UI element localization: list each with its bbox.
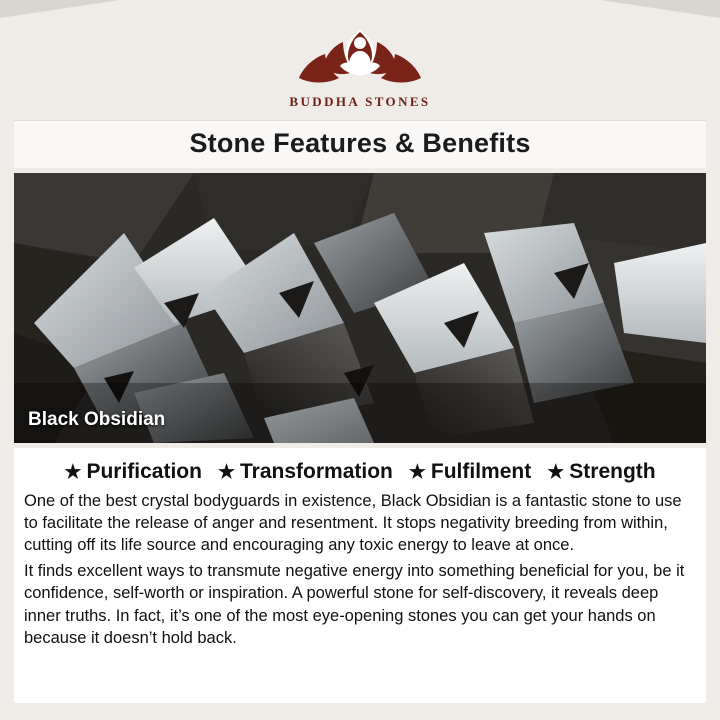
brand-name: BUDDHA STONES — [289, 94, 431, 109]
keyword-list — [24, 460, 696, 484]
benefits-panel — [14, 448, 706, 703]
page-title-bar — [14, 120, 706, 168]
description-paragraph-2: It finds excellent ways to transmute negative energy into something beneficial for you, be it confidence, self-worth or inspiration. A powerful stone for self-discovery, it reveals deep inner truths. In fact, it’s one of the most eye-opening stones you can get your hands on because it doesn’t hold back. — [24, 562, 685, 647]
page-title: Stone Features & Benefits — [189, 128, 531, 158]
keyword-item — [64, 460, 202, 484]
keyword-label: Fulfilment — [430, 460, 532, 483]
hero-image — [14, 173, 706, 443]
lotus-meditation-icon — [285, 16, 435, 88]
keyword-label: Transformation — [240, 460, 393, 483]
keyword-item — [218, 460, 393, 484]
keyword-label: Purification — [86, 460, 202, 483]
corner-decoration-left — [0, 0, 120, 18]
hero-caption: Black Obsidian — [28, 409, 166, 430]
star-icon: ★ — [408, 462, 426, 483]
description-paragraph-1: One of the best crystal bodyguards in existence, Black Obsidian is a fantastic stone to use to facilitate the release of anger and resentment. It stops negativity breeding from within, cutting off its life source and encouraging any toxic energy to leave at once. — [24, 492, 682, 555]
corner-decoration-right — [600, 0, 720, 18]
star-icon: ★ — [217, 462, 235, 483]
obsidian-crystal-illustration — [14, 173, 706, 443]
keyword-item — [409, 460, 531, 484]
star-icon: ★ — [547, 462, 565, 483]
keyword-item — [547, 460, 655, 484]
star-icon: ★ — [64, 462, 82, 483]
keyword-label: Strength — [569, 460, 656, 483]
